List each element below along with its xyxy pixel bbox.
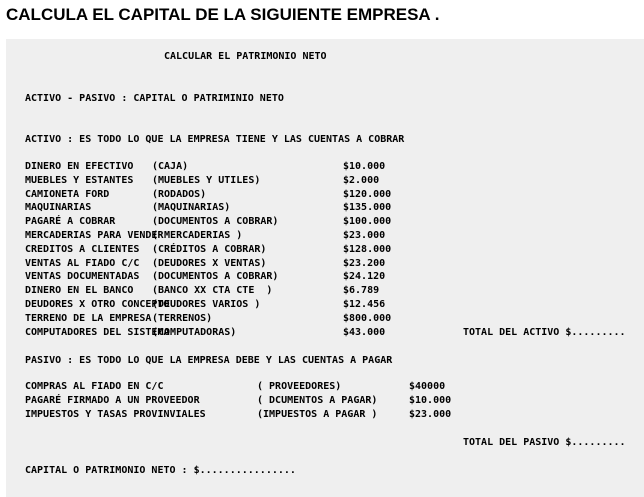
activo-item-name: MERCADERIAS PARA VENDER [25, 230, 164, 241]
activo-definition: ACTIVO : ES TODO LO QUE LA EMPRESA TIENE Y LAS CUENTAS A COBRAR [25, 134, 405, 145]
activo-item-category: (DEUDORES X VENTAS) [152, 257, 267, 269]
activo-item-amount: $100.000 [343, 216, 392, 228]
pasivo-item-amount: $23.000 [409, 408, 452, 420]
activo-item-category: (MAQUINARIAS) [152, 202, 231, 214]
activo-item-category: (DOCUMENTOS A COBRAR) [152, 216, 279, 228]
activo-item-name: DEUDORES X OTRO CONCEPTO [25, 299, 170, 310]
activo-item-name: TERRENO DE LA EMPRESA [25, 312, 152, 324]
activo-item-category: (DEUDORES VARIOS ) [152, 299, 261, 310]
activo-item-amount: $2.000 [343, 174, 380, 186]
activo-item-amount: $24.120 [343, 271, 386, 283]
activo-item-name: CAMIONETA FORD [25, 188, 110, 200]
activo-item-category: (CAJA) [152, 161, 189, 172]
activo-item-amount: $6.789 [343, 285, 380, 297]
activo-item-name: MUEBLES Y ESTANTES [25, 174, 134, 186]
pasivo-definition: PASIVO : ES TODO LO QUE LA EMPRESA DEBE Y LAS CUENTAS A PAGAR [25, 355, 393, 366]
activo-item-category: (RODADOS) [152, 188, 207, 200]
worksheet [6, 39, 644, 497]
total-activo: TOTAL DEL ACTIVO $......... [463, 327, 626, 338]
activo-item-amount: $128.000 [343, 243, 392, 255]
activo-item-amount: $12.456 [343, 299, 386, 310]
formula-line: ACTIVO - PASIVO : CAPITAL O PATRIMINIO NETO [25, 93, 284, 104]
pasivo-item-category: (IMPUESTOS A PAGAR ) [257, 408, 378, 420]
activo-item-name: COMPUTADORES DEL SISTEMA [25, 326, 170, 338]
activo-item-name: PAGARÉ A COBRAR [25, 216, 116, 228]
activo-item-name: DINERO EN EFECTIVO [25, 161, 134, 172]
pasivo-item-name: COMPRAS AL FIADO EN C/C [25, 381, 164, 392]
activo-item-category: ( MERCADERIAS ) [152, 230, 243, 241]
worksheet-heading: CALCULAR EL PATRIMONIO NETO [164, 51, 327, 62]
activo-item-category: (TERRENOS) [152, 312, 213, 324]
page-title: CALCULA EL CAPITAL DE LA SIGUIENTE EMPRESA . [6, 5, 440, 24]
pasivo-item-category: ( DCUMENTOS A PAGAR) [257, 394, 378, 406]
activo-item-name: VENTAS AL FIADO C/C [25, 257, 140, 269]
activo-item-amount: $135.000 [343, 202, 392, 214]
pasivo-item-name: PAGARÉ FIRMADO A UN PROVEEDOR [25, 394, 200, 406]
activo-item-category: (BANCO XX CTA CTE ) [152, 285, 273, 297]
capital-line: CAPITAL O PATRIMONIO NETO : $................ [25, 465, 296, 476]
activo-item-category: (MUEBLES Y UTILES) [152, 174, 261, 186]
activo-item-amount: $800.000 [343, 312, 392, 324]
activo-item-amount: $43.000 [343, 326, 386, 338]
activo-item-name: DINERO EN EL BANCO [25, 285, 134, 297]
activo-item-name: MAQUINARIAS [25, 202, 92, 214]
activo-item-amount: $23.000 [343, 230, 386, 241]
activo-item-category: (CRÉDITOS A COBRAR) [152, 243, 267, 255]
activo-item-category: (DOCUMENTOS A COBRAR) [152, 271, 279, 283]
activo-item-name: VENTAS DOCUMENTADAS [25, 271, 140, 283]
pasivo-item-amount: $10.000 [409, 394, 452, 406]
activo-item-amount: $23.200 [343, 257, 386, 269]
pasivo-item-name: IMPUESTOS Y TASAS PROVINVIALES [25, 408, 206, 420]
activo-item-category: (COMPUTADORAS) [152, 326, 237, 338]
activo-item-amount: $10.000 [343, 161, 386, 172]
total-pasivo: TOTAL DEL PASIVO $......... [463, 437, 626, 448]
pasivo-item-amount: $40000 [409, 381, 446, 392]
activo-item-name: CREDITOS A CLIENTES [25, 243, 140, 255]
activo-item-amount: $120.000 [343, 188, 392, 200]
pasivo-item-category: ( PROVEEDORES) [257, 381, 342, 392]
